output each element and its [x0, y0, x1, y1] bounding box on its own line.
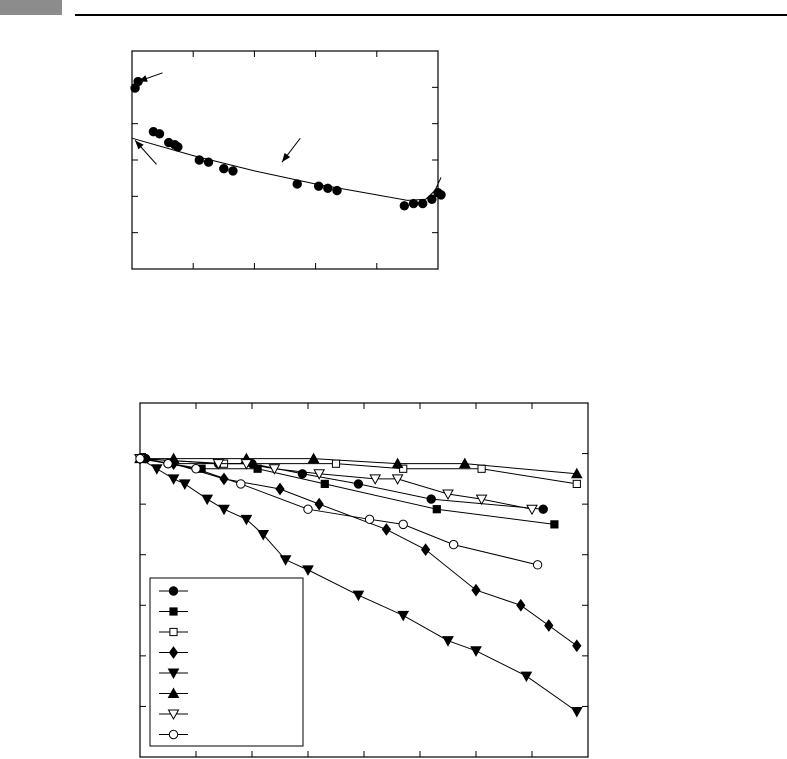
- chart2-series-5-point: [572, 707, 582, 716]
- chart2-series-8-point: [399, 520, 407, 528]
- chart2-series-4-point: [382, 524, 390, 535]
- chart1-data-point: [437, 191, 445, 199]
- chart1-data-point: [195, 156, 203, 164]
- chart2-series-5-point: [219, 505, 229, 514]
- chart1-data-point: [428, 195, 436, 203]
- chart1-data-point: [155, 130, 163, 138]
- chart2-series-4-point: [315, 499, 323, 510]
- chart2-series-2-point: [433, 506, 440, 513]
- lower-line-chart: [135, 403, 588, 757]
- chart2-series-2-point: [321, 480, 328, 487]
- chart2-legend: [150, 578, 303, 746]
- chart2-series-8-point: [304, 505, 312, 513]
- chart2-series-8-point: [365, 515, 373, 523]
- chart2-series-8-point: [192, 465, 200, 473]
- chart1-data-point: [333, 186, 341, 194]
- chart2-series-1-point: [354, 480, 362, 488]
- chart1-data-point: [220, 165, 228, 173]
- chart2-series-3-point: [332, 460, 339, 467]
- chart2-legend-marker-2: [170, 608, 177, 615]
- chart2-series-4-point: [472, 585, 480, 596]
- chart1-data-point: [229, 167, 237, 175]
- chart1-data-point: [314, 182, 322, 190]
- chart2-series-1-point: [539, 505, 547, 513]
- chart1-data-point: [324, 184, 332, 192]
- chart2-series-1-point: [427, 495, 435, 503]
- chart2-series-8-point: [237, 480, 245, 488]
- chart2-series-3-point: [573, 480, 580, 487]
- chart2-series-7-point: [527, 505, 537, 514]
- chart2-series-5-point: [521, 672, 531, 681]
- chart2-series-5-point: [353, 591, 363, 600]
- chart1-data-point: [400, 202, 408, 210]
- chart1-data-point: [409, 199, 417, 207]
- chart2-series-5-point: [169, 475, 179, 484]
- chart1-data-point: [204, 158, 212, 166]
- chart2-series-8-point: [449, 540, 457, 548]
- chart2-legend-marker-1: [169, 587, 177, 595]
- chart2-series-5-point: [398, 611, 408, 620]
- chart2-legend-marker-8: [169, 730, 177, 738]
- chart2-series-8-point: [164, 459, 172, 467]
- chart2-series-4-point: [545, 620, 553, 631]
- chart2-series-8-point: [136, 454, 144, 462]
- chart2-series-5-point: [152, 465, 162, 474]
- chart2-series-4-point: [573, 640, 581, 651]
- chart2-series-5-point: [443, 637, 453, 646]
- chart2-series-2-point: [551, 521, 558, 528]
- chart1-data-point: [419, 199, 427, 207]
- chart2-series-5-point: [471, 647, 481, 656]
- chart2-series-3-point: [478, 465, 485, 472]
- chart2-series-5-point: [180, 480, 190, 489]
- chart2-series-5-point: [281, 556, 291, 565]
- chart2-series-1-point: [298, 470, 306, 478]
- chart1-data-point: [293, 180, 301, 188]
- chart2-series-4-point: [422, 544, 430, 555]
- chart2-series-4-point: [517, 600, 525, 611]
- chart1-data-point: [174, 143, 182, 151]
- upper-scatter-chart: [131, 51, 445, 269]
- chart2-legend-marker-3: [170, 628, 177, 635]
- chart2-series-8-point: [533, 561, 541, 569]
- chart2-series-5-point: [202, 495, 212, 504]
- chart2-series-5-point: [303, 566, 313, 575]
- chart2-series-4-point: [276, 483, 284, 494]
- chart1-annotation-arrow-head: [282, 153, 290, 162]
